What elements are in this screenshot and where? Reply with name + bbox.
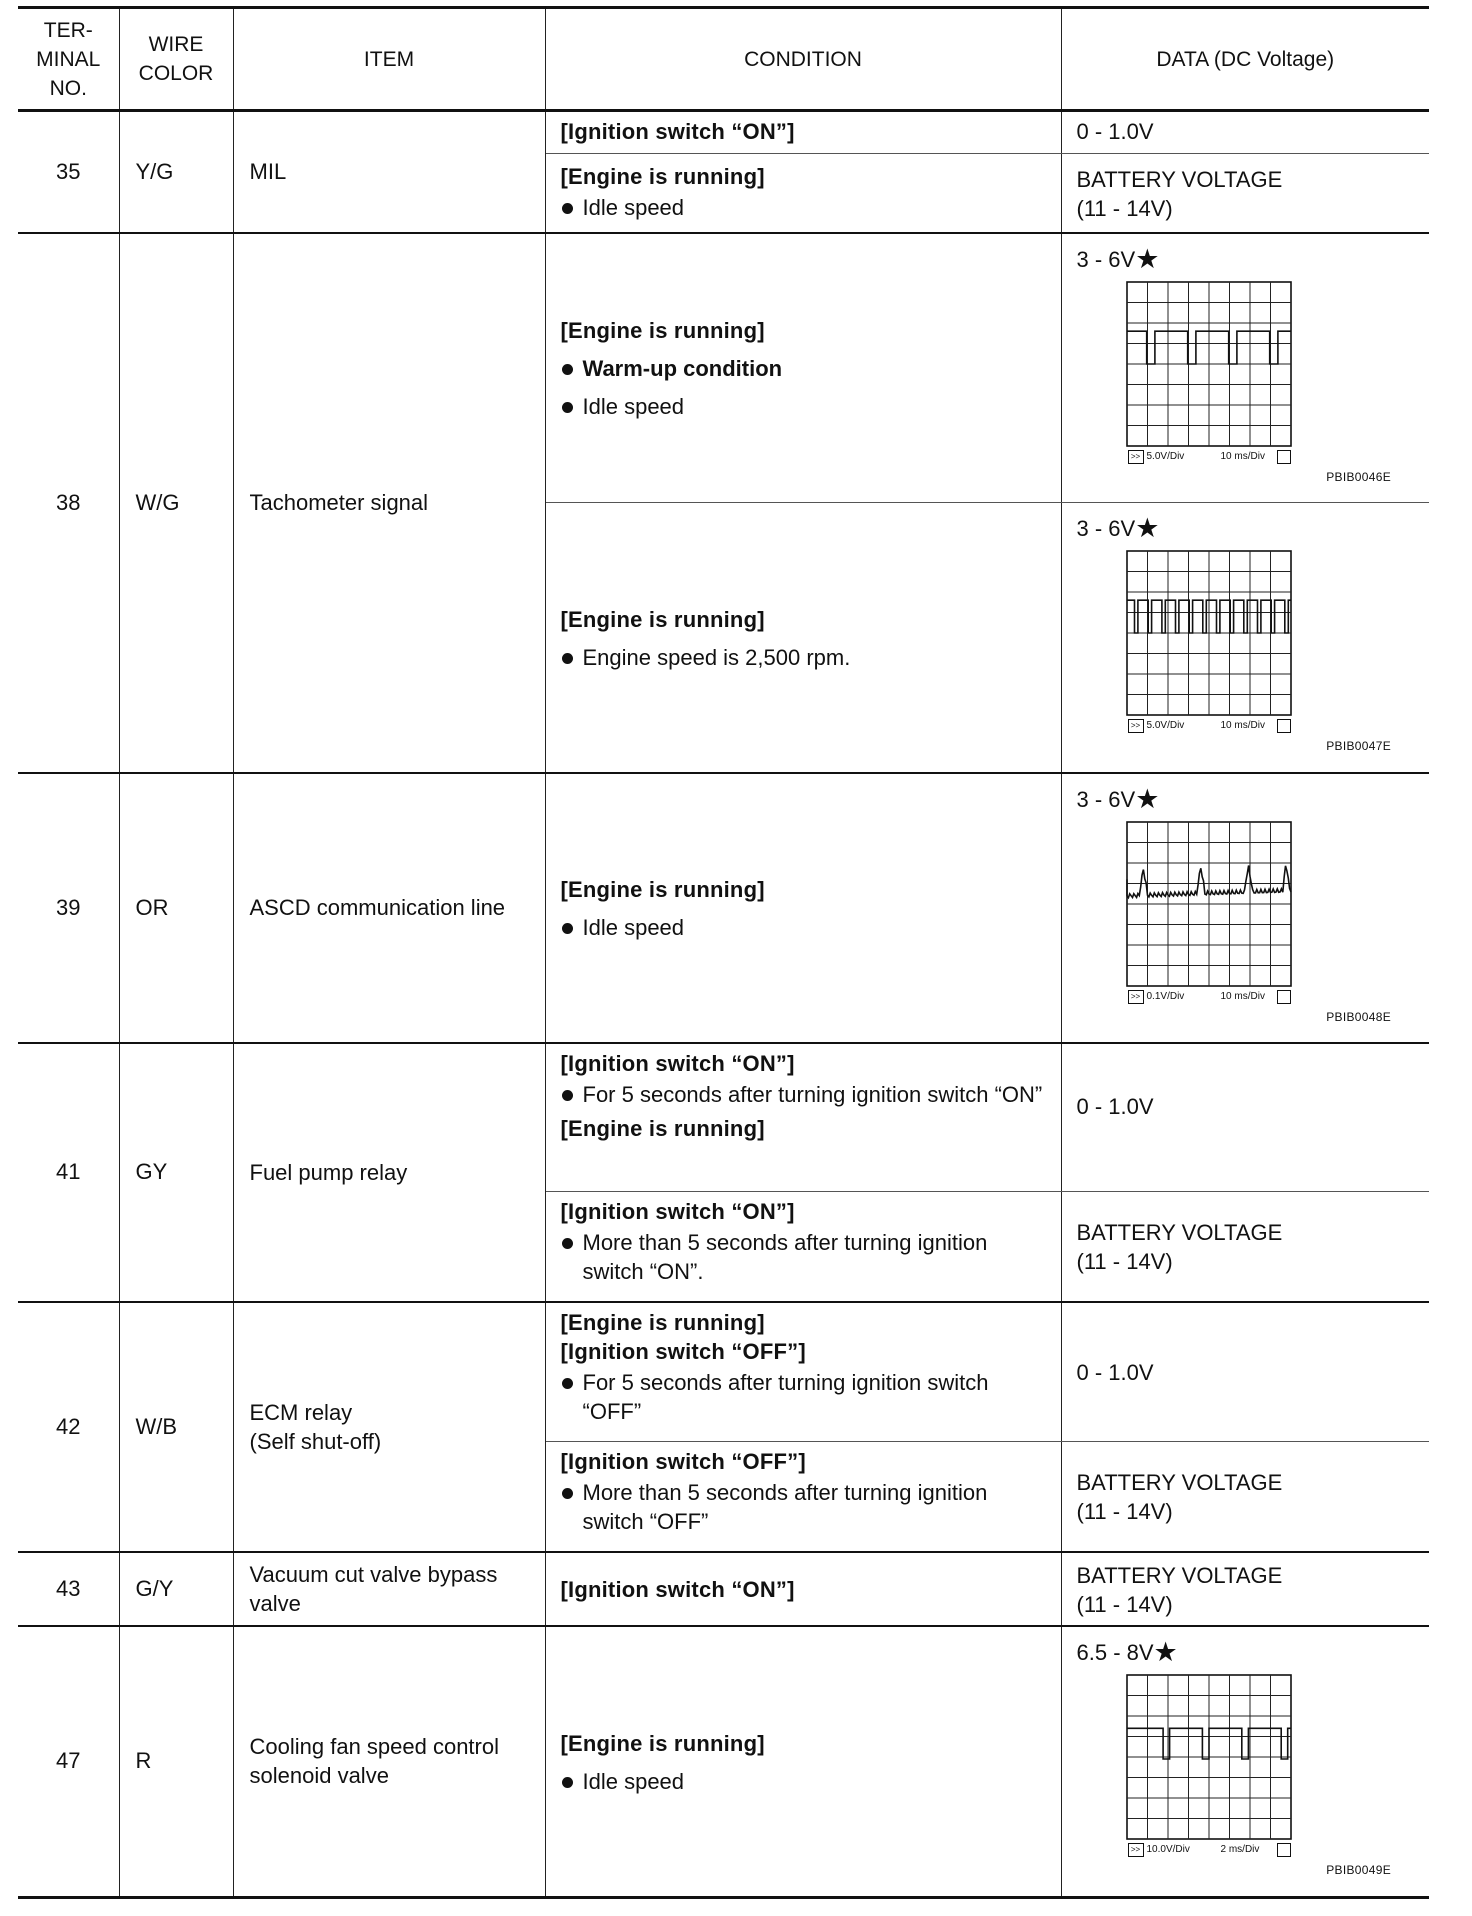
table-row bbox=[18, 1302, 1429, 1442]
col-condition: CONDITION bbox=[545, 8, 1061, 111]
table-row bbox=[18, 1552, 1429, 1626]
oscilloscope-trace bbox=[1126, 281, 1292, 461]
data-value: BATTERY VOLTAGE (11 - 14V) bbox=[1061, 1192, 1429, 1302]
item-name: Fuel pump relay bbox=[233, 1043, 545, 1302]
condition-header: [Engine is running] bbox=[560, 318, 765, 344]
item-name: ASCD communication line bbox=[233, 773, 545, 1043]
condition-bullet: More than 5 seconds after turning ignition switch “OFF” bbox=[561, 1478, 1047, 1536]
star-icon: ★ bbox=[1135, 783, 1160, 814]
condition-cell bbox=[545, 503, 1061, 773]
scope-mark-icon: >> bbox=[1128, 1843, 1144, 1857]
bullet-icon bbox=[562, 653, 573, 664]
waveform-figure bbox=[1077, 511, 1420, 765]
data-value: 0 - 1.0V bbox=[1061, 1043, 1429, 1192]
condition-cell bbox=[545, 233, 1061, 503]
bullet-icon bbox=[562, 1090, 573, 1101]
table-row bbox=[18, 1626, 1429, 1898]
wire-color: W/G bbox=[119, 233, 233, 773]
waveform-voltage: 3 - 6V★ bbox=[1076, 513, 1160, 543]
waveform-cell bbox=[1061, 503, 1429, 773]
condition-cell bbox=[545, 1043, 1061, 1192]
bullet-icon bbox=[562, 402, 573, 413]
scope-box-icon bbox=[1277, 719, 1291, 733]
condition-bullet: Engine speed is 2,500 rpm. bbox=[561, 643, 1047, 672]
condition-bullet: Idle speed bbox=[561, 1767, 1047, 1796]
table-row bbox=[18, 111, 1429, 154]
oscilloscope-trace bbox=[1126, 550, 1292, 730]
data-value: BATTERY VOLTAGE (11 - 14V) bbox=[1061, 154, 1429, 233]
scope-scale: >> 5.0V/Div 10 ms/Div bbox=[1127, 449, 1291, 464]
condition-header: [Engine is running] bbox=[560, 606, 765, 632]
item-name: Tachometer signal bbox=[233, 233, 545, 773]
figure-reference: PBIB0046E bbox=[1326, 469, 1391, 484]
header-row bbox=[18, 8, 1429, 111]
data-value: 0 - 1.0V bbox=[1061, 1302, 1429, 1442]
col-terminal-no: TER- MINAL NO. bbox=[18, 8, 119, 111]
condition-header: [Ignition switch “ON”] bbox=[560, 1577, 795, 1602]
condition-cell bbox=[545, 1192, 1061, 1302]
bullet-icon bbox=[562, 364, 573, 375]
condition-cell bbox=[545, 773, 1061, 1043]
condition-bullet: For 5 seconds after turning ignition switch “OFF” bbox=[561, 1368, 1047, 1426]
ecm-terminal-table bbox=[18, 6, 1429, 1899]
terminal-no: 38 bbox=[18, 233, 119, 773]
scope-scale: >> 10.0V/Div 2 ms/Div bbox=[1127, 1842, 1291, 1857]
wire-color: OR bbox=[119, 773, 233, 1043]
waveform-cell bbox=[1061, 233, 1429, 503]
waveform-figure bbox=[1077, 782, 1420, 1036]
wire-color: G/Y bbox=[119, 1552, 233, 1626]
condition-header: [Ignition switch “ON”] bbox=[560, 119, 795, 144]
item-name: Vacuum cut valve bypass valve bbox=[233, 1552, 545, 1626]
condition-cell bbox=[545, 154, 1061, 233]
wire-color: GY bbox=[119, 1043, 233, 1302]
oscilloscope-trace bbox=[1126, 821, 1292, 1001]
scope-mark-icon: >> bbox=[1128, 719, 1144, 733]
condition-header: [Engine is running] bbox=[560, 1730, 765, 1756]
condition-bullet: Idle speed bbox=[561, 913, 1047, 942]
wire-color: W/B bbox=[119, 1302, 233, 1552]
condition-bullet: Idle speed bbox=[561, 193, 1047, 222]
condition-header: [Engine is running] bbox=[560, 877, 765, 902]
terminal-no: 39 bbox=[18, 773, 119, 1043]
star-icon: ★ bbox=[1135, 243, 1160, 274]
scope-box-icon bbox=[1277, 1843, 1291, 1857]
scope-box-icon bbox=[1277, 990, 1291, 1004]
condition-cell bbox=[545, 111, 1061, 154]
condition-bullet: Warm-up condition bbox=[561, 354, 1047, 383]
condition-bullet: For 5 seconds after turning ignition switch “ON” bbox=[561, 1080, 1047, 1109]
figure-reference: PBIB0049E bbox=[1326, 1862, 1391, 1877]
col-data: DATA (DC Voltage) bbox=[1061, 8, 1429, 111]
terminal-no: 43 bbox=[18, 1552, 119, 1626]
waveform-voltage: 3 - 6V★ bbox=[1076, 783, 1160, 814]
table-row bbox=[18, 1043, 1429, 1192]
scope-mark-icon: >> bbox=[1128, 990, 1144, 1004]
scope-mark-icon: >> bbox=[1128, 450, 1144, 464]
condition-header: [Ignition switch “OFF”] bbox=[560, 1449, 806, 1474]
condition-header: [Ignition switch “ON”] bbox=[560, 1199, 795, 1224]
item-name: MIL bbox=[233, 111, 545, 233]
terminal-no: 42 bbox=[18, 1302, 119, 1552]
bullet-icon bbox=[562, 1378, 573, 1389]
condition-header: [Engine is running] bbox=[560, 164, 765, 189]
waveform-figure bbox=[1077, 242, 1420, 496]
condition-cell bbox=[545, 1626, 1061, 1898]
data-value: BATTERY VOLTAGE (11 - 14V) bbox=[1061, 1442, 1429, 1552]
bullet-icon bbox=[562, 1238, 573, 1249]
bullet-icon bbox=[562, 203, 573, 214]
bullet-icon bbox=[562, 1488, 573, 1499]
waveform-voltage: 3 - 6V★ bbox=[1076, 243, 1160, 274]
condition-bullet: More than 5 seconds after turning ignition switch “ON”. bbox=[561, 1228, 1047, 1286]
item-name: Cooling fan speed control solenoid valve bbox=[233, 1626, 545, 1898]
scope-scale: >> 5.0V/Div 10 ms/Div bbox=[1127, 718, 1291, 733]
table-row bbox=[18, 773, 1429, 1043]
data-value: BATTERY VOLTAGE (11 - 14V) bbox=[1061, 1552, 1429, 1626]
data-value: 0 - 1.0V bbox=[1061, 111, 1429, 154]
table-row bbox=[18, 233, 1429, 503]
condition-header: [Engine is running] bbox=[560, 1115, 765, 1141]
terminal-no: 47 bbox=[18, 1626, 119, 1898]
waveform-voltage: 6.5 - 8V★ bbox=[1076, 1636, 1178, 1667]
waveform-cell bbox=[1061, 1626, 1429, 1898]
star-icon: ★ bbox=[1153, 1636, 1178, 1667]
col-item: ITEM bbox=[233, 8, 545, 111]
waveform-cell bbox=[1061, 773, 1429, 1043]
condition-cell bbox=[545, 1552, 1061, 1626]
condition-cell bbox=[545, 1302, 1061, 1442]
terminal-no: 41 bbox=[18, 1043, 119, 1302]
bullet-icon bbox=[562, 923, 573, 934]
bullet-icon bbox=[562, 1777, 573, 1788]
condition-header: [Ignition switch “ON”] bbox=[560, 1050, 795, 1076]
terminal-data-table-page bbox=[18, 6, 1429, 1892]
condition-cell bbox=[545, 1442, 1061, 1552]
figure-reference: PBIB0048E bbox=[1326, 1009, 1391, 1024]
wire-color: R bbox=[119, 1626, 233, 1898]
condition-header: [Ignition switch “OFF”] bbox=[560, 1338, 806, 1364]
col-wire-color: WIRE COLOR bbox=[119, 8, 233, 111]
condition-header: [Engine is running] bbox=[560, 1309, 765, 1335]
condition-bullet: Idle speed bbox=[561, 392, 1047, 421]
waveform-trace-line bbox=[1127, 1728, 1291, 1759]
terminal-no: 35 bbox=[18, 111, 119, 233]
waveform-figure bbox=[1077, 1635, 1420, 1889]
scope-box-icon bbox=[1277, 450, 1291, 464]
scope-scale: >> 0.1V/Div 10 ms/Div bbox=[1127, 989, 1291, 1004]
wire-color: Y/G bbox=[119, 111, 233, 233]
star-icon: ★ bbox=[1135, 513, 1160, 543]
item-name: ECM relay (Self shut-off) bbox=[233, 1302, 545, 1552]
figure-reference: PBIB0047E bbox=[1326, 739, 1391, 753]
oscilloscope-trace bbox=[1126, 1674, 1292, 1854]
